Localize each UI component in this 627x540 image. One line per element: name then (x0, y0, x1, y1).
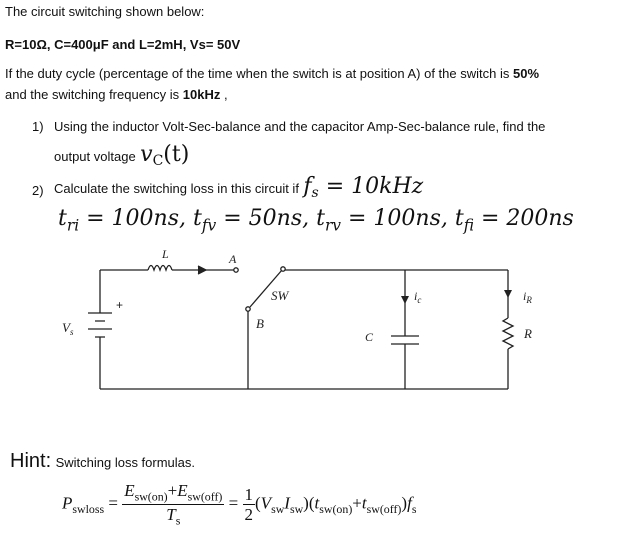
label-plus: + (116, 298, 124, 312)
t-fi-var: t (454, 206, 464, 231)
formula-t1-sub: sw(on) (319, 502, 353, 517)
label-ir (523, 289, 532, 305)
formula-t: T (166, 505, 176, 525)
params-text: R=10Ω, C=400μF and L=2mH, Vs= 50V (5, 37, 241, 52)
formula-open-1: ( (255, 493, 261, 513)
formula-e1-sub: sw(on) (134, 489, 168, 504)
formula-f-sub: s (411, 502, 417, 517)
switching-loss-formula (62, 482, 416, 528)
q1-vc-sub: C (152, 153, 164, 170)
formula-eq-2: = (228, 493, 239, 513)
ic-arrow (401, 296, 409, 304)
formula-close-2: ) (401, 493, 408, 513)
formula-t1: t (314, 493, 320, 513)
label-ir-sub: R (526, 295, 532, 305)
formula-v-sub: sw (271, 502, 285, 517)
formula-p-sub: swloss (72, 502, 105, 517)
switch-contact-a (234, 268, 238, 272)
q2-fs-sub: s (311, 185, 319, 202)
formula-i-sub: sw (289, 502, 304, 517)
formula-energy-denominator (122, 505, 224, 527)
t-fi-value: = 200ns (473, 206, 574, 231)
label-sw: SW (271, 288, 289, 303)
q2-number: 2) (32, 183, 44, 198)
q2-fs-value: = 10kHz (318, 174, 424, 199)
formula-e1: E (124, 481, 135, 500)
t-rv-value: = 100ns, (341, 206, 455, 231)
q2-text: Calculate the switching loss in this circuit if (54, 181, 299, 196)
formula-half-fraction (243, 486, 256, 523)
ir-arrow (504, 290, 512, 298)
q1-number: 1) (32, 119, 44, 134)
label-b: B (256, 316, 264, 331)
label-a: A (229, 252, 237, 266)
formula-t-sub: s (175, 513, 181, 528)
formula-v: V (260, 493, 272, 513)
resistor-symbol (503, 318, 513, 349)
duty-value: 50% (512, 66, 540, 81)
t-fi-sub: fi (463, 216, 474, 235)
formula-two: 2 (244, 505, 253, 525)
t-fv-value: = 50ns, (216, 206, 317, 231)
formula-plus-2: + (352, 493, 362, 513)
intro-text: The circuit switching shown below: (5, 4, 205, 19)
label-c: C (365, 330, 374, 344)
formula-eq-1: = (108, 493, 118, 513)
formula-close-1: ) (303, 493, 309, 513)
label-l: L (162, 247, 169, 261)
capacitor-symbol (391, 336, 419, 344)
formula-i: I (284, 493, 290, 513)
hint-text: Switching loss formulas. (55, 455, 196, 470)
duty-line-2-end: , (220, 87, 228, 102)
t-ri-value: = 100ns, (79, 206, 193, 231)
label-ir-var: i (523, 289, 527, 303)
hint-label: Hint: (10, 450, 52, 472)
t-rv-sub: rv (324, 216, 341, 235)
formula-plus-1: + (167, 481, 178, 500)
label-ic-sub: c (417, 295, 422, 305)
formula-open-2: ( (308, 493, 315, 513)
hint-line (10, 450, 195, 473)
formula-one: 1 (244, 485, 253, 505)
q1-output-label: output voltage (54, 149, 136, 164)
inductor-symbol (148, 266, 172, 271)
formula-p: P (62, 493, 73, 513)
label-vs-sub: s (69, 327, 74, 337)
switch-contact-b (246, 307, 250, 311)
inductor-current-arrow (198, 266, 206, 274)
formula-e2: E (177, 481, 188, 500)
formula-f: f (407, 493, 412, 513)
formula-t2: t (361, 493, 367, 513)
label-vs (62, 320, 74, 337)
q1-text: Using the inductor Volt-Sec-balance and the capacitor Amp-Sec-balance rule, find the (54, 119, 546, 134)
formula-e2-sub: sw(off) (187, 489, 223, 504)
formula-energy-numerator (122, 482, 224, 505)
t-fv-var: t (192, 206, 202, 231)
t-rv-var: t (316, 206, 325, 231)
t-ri-sub: ri (66, 216, 80, 235)
q1-vc-var: v (140, 142, 153, 167)
q1-vc-arg: (t) (163, 142, 190, 167)
battery-symbol (88, 313, 112, 337)
q2-fs-var: f (303, 174, 312, 199)
duty-line-2-text: and the switching frequency is (5, 87, 183, 102)
switch-pivot (281, 267, 285, 271)
label-ic (414, 289, 421, 305)
label-vs-var: V (62, 320, 70, 335)
t-ri-var: t (58, 206, 67, 231)
formula-energy-fraction (122, 482, 224, 528)
freq-value: 10kHz (182, 87, 221, 102)
label-ic-var: i (414, 289, 418, 303)
formula-t2-sub: sw(off) (366, 502, 402, 517)
t-fv-sub: fv (201, 216, 217, 235)
label-r: R (524, 326, 532, 341)
duty-line-1-text: If the duty cycle (percentage of the time when the switch is at position A) of the switch is (5, 66, 513, 81)
